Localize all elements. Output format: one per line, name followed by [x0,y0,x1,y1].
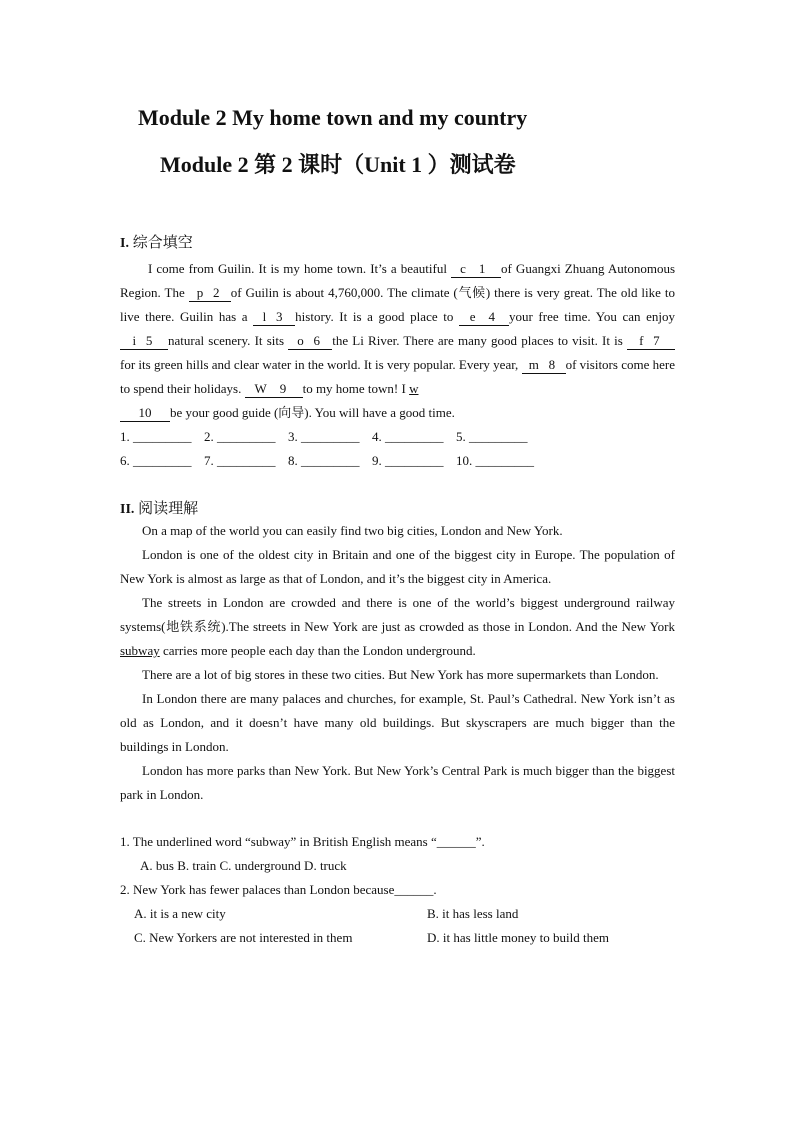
section-2-label: 阅读理解 [138,499,199,517]
document-subtitle: Module 2 第 2 课时（Unit 1 ）测试卷 [160,152,516,177]
passage-text: I come from Guilin. It is my home town. It’s a beautiful [148,261,452,276]
answer-blank-1[interactable]: 1. _________ [120,429,192,444]
passage-text: of Guangxi Zhuang Autonomous Region. The [120,261,676,300]
section-1-heading [120,231,193,252]
passage-text: history. It is a good place to [295,309,459,324]
answer-blank-5[interactable]: 5. _________ [456,429,528,444]
reading-paragraph: London has more parks than New York. But New York’s Central Park is much bigger than the biggest park in London. [120,763,675,802]
option-b[interactable]: B. it has less land [427,906,519,921]
reading-paragraph: There are a lot of big stores in these two cities. But New York has more supermarkets than London. [142,667,659,682]
answer-blank-10[interactable]: 10. _________ [456,453,534,468]
document-title: Module 2 My home town and my country [138,105,528,130]
option-c[interactable]: C. New Yorkers are not interested in them [134,930,353,945]
passage-text: your free time. You can enjoy [508,309,675,324]
answer-row [120,425,540,449]
blank-8: m 8 [522,357,566,374]
answer-lines [120,425,540,473]
questions [120,830,680,950]
option-d[interactable]: D. it has little money to build them [427,930,609,945]
answer-blank-2[interactable]: 2. _________ [204,429,276,444]
blank-9: W 9 [245,381,303,398]
reading-paragraph: The streets in London are crowded and there is one of the world’s biggest underground railway systems(地铁系统).The streets in New York are just as crowded as those in London. And the New York subway carries more people each day than the London underground. [120,595,675,658]
blank-2: p 2 [189,285,231,302]
passage-text: of visitors come here to spend their holidays. [120,357,675,396]
question-2-options-row [120,902,680,926]
section-2-number: II. [120,502,135,517]
answer-blank-4[interactable]: 4. _________ [372,429,444,444]
section-2-heading [120,497,198,518]
blank-10: 10 [120,405,170,422]
answer-blank-9[interactable]: 9. _________ [372,453,444,468]
passage-text: of Guilin is about 4,760,000. The climate (气候) there is very great. The old like to live there. Guilin has a [120,285,675,324]
underlined-word-subway: subway [120,643,160,658]
reading-paragraph: On a map of the world you can easily find two big cities, London and New York. [142,523,563,538]
blank-7: f 7 [627,333,675,350]
answer-row [120,449,540,473]
cloze-passage [120,257,675,425]
answer-blank-8[interactable]: 8. _________ [288,453,360,468]
passage-text: to my home town! I [302,381,410,396]
answer-blank-7[interactable]: 7. _________ [204,453,276,468]
question-1-options: A. bus B. train C. underground D. truck [140,858,347,873]
blank-10-letter: w [409,381,419,396]
passage-text: the Li River. There are many good places to visit. It is [332,333,627,348]
question-1: 1. The underlined word “subway” in British English means “______”. [120,834,485,849]
passage-text: for its green hills and clear water in the world. It is very popular. Every year, [120,357,522,372]
section-1-number: I. [120,236,129,251]
question-2: 2. New York has fewer palaces than London because______. [120,882,437,897]
blank-6: o 6 [288,333,332,350]
reading-paragraph: In London there are many palaces and churches, for example, St. Paul’s Cathedral. New York isn’t as old as London, and it doesn’t have many old buildings. But skyscrapers are much bigger than the buildings in London. [120,691,675,754]
blank-3: l 3 [253,309,295,326]
question-2-options-row [120,926,680,950]
option-a[interactable]: A. it is a new city [134,906,226,921]
reading-passage [120,519,675,807]
answer-blank-6[interactable]: 6. _________ [120,453,192,468]
blank-4: e 4 [459,309,509,326]
section-1-label: 综合填空 [132,233,193,251]
answer-blank-3[interactable]: 3. _________ [288,429,360,444]
passage-text: be your good guide (向导). You will have a good time. [170,405,455,420]
passage-text: natural scenery. It sits [168,333,289,348]
blank-5: i 5 [120,333,168,350]
blank-1: c 1 [451,261,501,278]
reading-paragraph: London is one of the oldest city in Britain and one of the biggest city in Europe. The population of New York is almost as large as that of London, and it’s the biggest city in America. [120,547,675,586]
